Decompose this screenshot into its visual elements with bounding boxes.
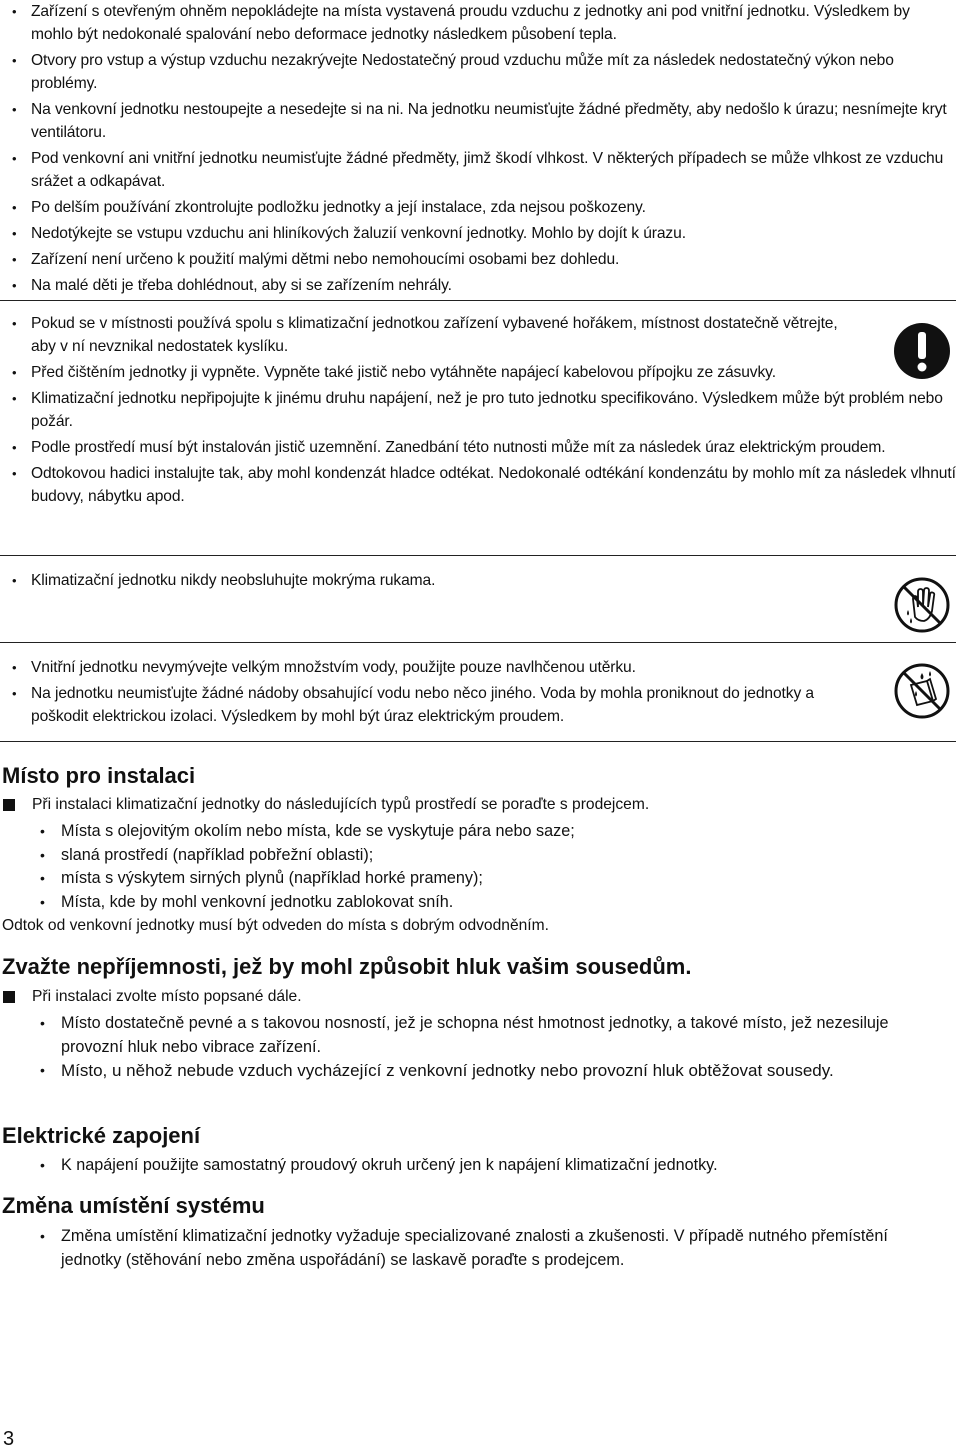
exclamation-mandatory-icon: [893, 322, 951, 380]
section-heading-noise: Zvažte nepříjemnosti, jež by mohl způsobit hluk vašim sousedům.: [2, 954, 692, 979]
list-item: • Změna umístění klimatizační jednotky vyžaduje specializované znalosti a zkušenosti. V případě nutného přemístění jednotky (stěhování nebo změna uspořádání) se laskavě poraďte s prodejcem.: [40, 1225, 940, 1272]
noise-lead: [2, 986, 302, 1008]
square-bullet-icon: [3, 991, 15, 1003]
list-item: • Pod venkovní ani vnitřní jednotku neumisťujte žádné předměty, jimž škodí vlhkost. V některých případech se může vlhkost ze vzduchu srážet a odkapávat.: [12, 147, 952, 193]
section-heading-installation: Místo pro instalaci: [2, 763, 196, 788]
caution-list-mandatory: [12, 312, 956, 511]
list-item: • Na venkovní jednotku nestoupejte a nesedejte si na ni. Na jednotku neumisťujte žádné předměty, aby nedošlo k úrazu; nesnímejte kryt ventilátoru.: [12, 98, 952, 144]
divider: [0, 555, 956, 556]
lead-text: Při instalaci klimatizační jednotky do následujících typů prostředí se poraďte s prodejcem.: [32, 796, 650, 813]
divider: [0, 642, 956, 643]
caution-list-general: [12, 0, 952, 300]
divider: [0, 741, 956, 742]
page-number: 3: [3, 1428, 15, 1450]
square-bullet-icon: [3, 799, 15, 811]
list-item: • Místa, kde by mohl venkovní jednotku zablokovat sníh.: [40, 891, 940, 915]
list-item: • Místo, u něhož nebude vzduch vycházející z venkovní jednotky nebo provozní hluk obtěžovat sousedy.: [40, 1059, 920, 1083]
list-item: • Klimatizační jednotku nepřipojujte k jinému druhu napájení, než je pro tuto jednotku specifikováno. Výsledkem může být problém nebo požár.: [12, 387, 960, 433]
caution-list-wet-hands: [12, 569, 862, 595]
list-item: • Nedotýkejte se vstupu vzduchu ani hliníkových žaluzií venkovní jednotky. Mohlo by dojít k úrazu.: [12, 222, 952, 245]
no-water-icon: [894, 663, 950, 719]
installation-list: [40, 820, 940, 914]
list-item: • místa s výskytem sirných plynů (například horké prameny);: [40, 867, 940, 891]
list-item: • Otvory pro vstup a výstup vzduchu nezakrývejte Nedostatečný proud vzduchu může mít za následek nedostatečný výkon nebo problémy.: [12, 49, 952, 95]
list-item: • Na malé děti je třeba dohlédnout, aby si se zařízením nehrály.: [12, 274, 952, 297]
list-item: • K napájení použijte samostatný proudový okruh určený jen k napájení klimatizační jednotky.: [40, 1154, 940, 1178]
divider: [0, 300, 956, 301]
list-item: • Místa s olejovitým okolím nebo místa, kde se vyskytuje pára nebo saze;: [40, 820, 940, 844]
list-item: • Klimatizační jednotku nikdy neobsluhujte mokrýma rukama.: [12, 569, 862, 592]
noise-list: [40, 1012, 920, 1083]
no-wet-hands-icon: [894, 577, 950, 633]
caution-list-water: [12, 656, 862, 731]
list-item: • Pokud se v místnosti používá spolu s klimatizační jednotkou zařízení vybavené hořákem, místnost dostatečně větrejte, aby v ní nevznikal nedostatek kyslíku.: [12, 312, 862, 358]
lead-text: Při instalaci zvolte místo popsané dále.: [32, 988, 302, 1005]
list-item: • Zařízení není určeno k použití malými dětmi nebo nemohoucími osobami bez dohledu.: [12, 248, 952, 271]
list-item: • Místo dostatečně pevné a s takovou nosností, jež je schopna nést hmotnost jednotky, a takové místo, jež nezesiluje provozní hluk nebo vibrace zařízení.: [40, 1012, 920, 1059]
electric-list: [40, 1154, 940, 1178]
list-item: • Vnitřní jednotku nevymývejte velkým množstvím vody, použijte pouze navlhčenou utěrku.: [12, 656, 862, 679]
list-item: • Po delším používání zkontrolujte podložku jednotky a její instalace, zda nejsou poškozeny.: [12, 196, 952, 219]
list-item: • Odtokovou hadici instalujte tak, aby mohl kondenzát hladce odtékat. Nedokonalé odtékání kondenzátu by mohlo mít za následek vlhnutí budovy, nábytku apod.: [12, 462, 960, 508]
installation-lead: [2, 794, 649, 816]
list-item: • slaná prostředí (například pobřežní oblasti);: [40, 844, 940, 868]
list-item: • Před čištěním jednotky ji vypněte. Vypněte také jistič nebo vytáhněte napájecí kabelovou přípojku ze zásuvky.: [12, 361, 862, 384]
list-item: • Zařízení s otevřeným ohněm nepokládejte na místa vystavená proudu vzduchu z jednotky ani pod vnitřní jednotku. Výsledkem by mohlo být nedokonalé spalování nebo deformace jednotky následkem působení tepla.: [12, 0, 952, 46]
drainage-note: Odtok od venkovní jednotky musí být odveden do místa s dobrým odvodněním.: [2, 917, 549, 934]
list-item: • Na jednotku neumisťujte žádné nádoby obsahující vodu nebo něco jiného. Voda by mohla proniknout do jednotky a poškodit elektrickou izolaci. Výsledkem by mohl být úraz elektrickým proudem.: [12, 682, 862, 728]
section-heading-relocation: Změna umístění systému: [2, 1193, 265, 1218]
list-item: • Podle prostředí musí být instalován jistič uzemnění. Zanedbání této nutnosti může mít za následek úraz elektrickým proudem.: [12, 436, 960, 459]
section-heading-electric: Elektrické zapojení: [2, 1123, 201, 1148]
relocation-list: [40, 1225, 940, 1272]
